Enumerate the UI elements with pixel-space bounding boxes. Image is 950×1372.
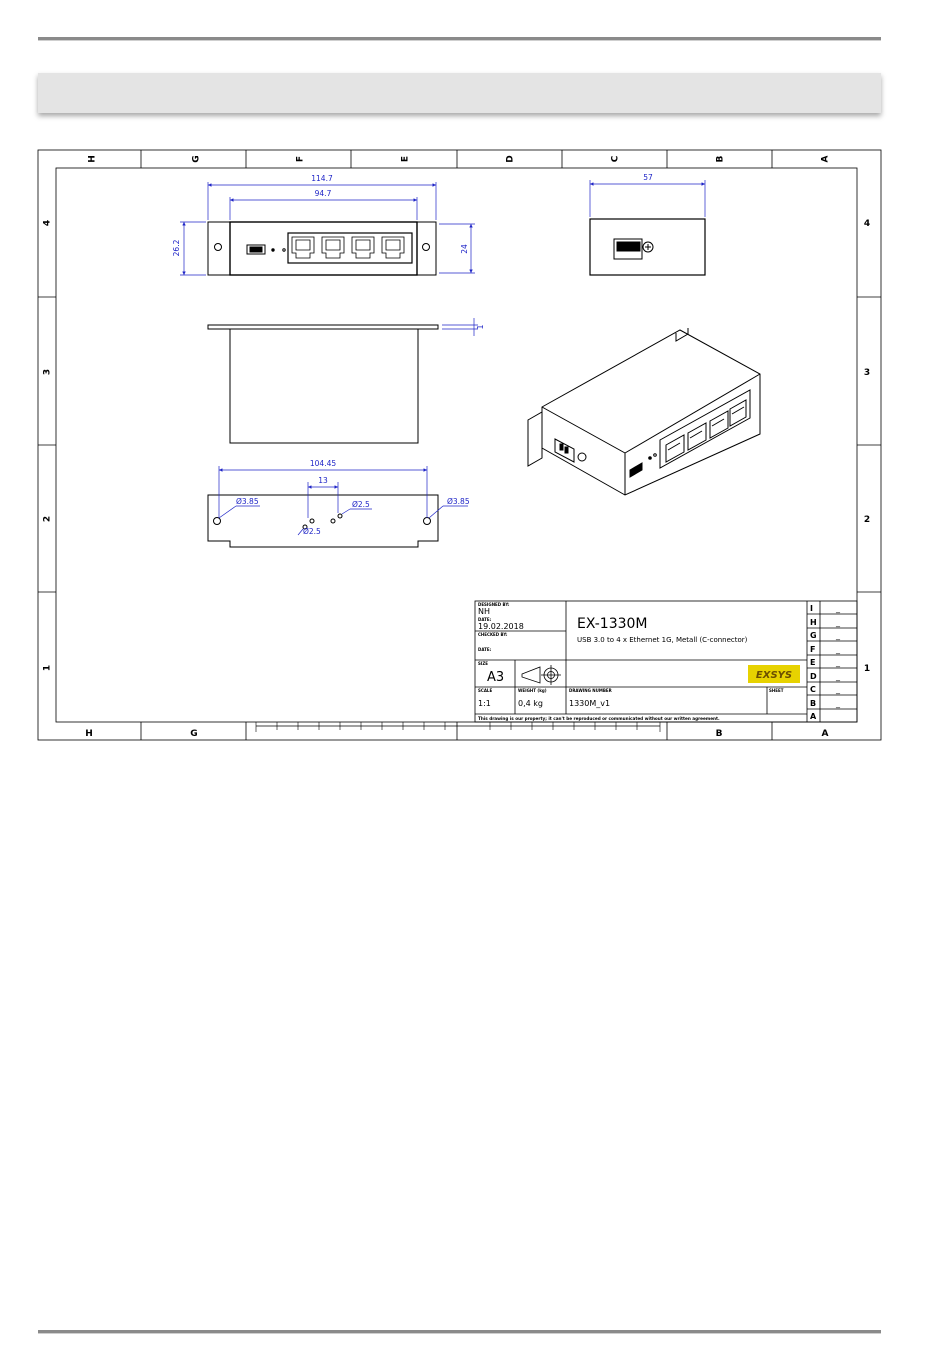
dim-overall-width: 114.7 [311, 174, 333, 183]
weight-label: WEIGHT (kg) [518, 688, 547, 693]
dim-small-spacing: 13 [318, 476, 328, 485]
dim-hole-small-b: Ø2.5 [303, 527, 321, 536]
zone-top-e: E [400, 155, 411, 163]
zone-top-a: A [820, 155, 831, 163]
side-view [590, 219, 705, 275]
zone-left-4: 4 [42, 219, 53, 227]
revision-table [810, 604, 841, 721]
rev-letter-i: I [810, 604, 813, 613]
size-label: SIZE [478, 661, 489, 666]
scale-label: SCALE [478, 688, 493, 693]
checked-by-label: CHECKED BY: [478, 632, 508, 637]
drawing-title: EX-1330M [577, 616, 648, 632]
dim-hole-small-a: Ø2.5 [352, 500, 370, 509]
rev-value: _ [836, 699, 840, 708]
rev-value: _ [836, 631, 840, 640]
zone-top-f: F [295, 155, 306, 163]
dim-hole-right: Ø3.85 [447, 497, 470, 506]
rev-letter-h: H [810, 618, 817, 627]
designed-by-value: NH [478, 607, 490, 616]
sheet-label: SHEET [769, 688, 784, 693]
zone-top-c: C [610, 155, 621, 163]
scale-bar-ticks [256, 722, 660, 732]
date-label: DATE: [478, 617, 492, 622]
weight-value: 0,4 kg [518, 699, 543, 708]
rev-value: _ [836, 685, 840, 694]
size-value: A3 [487, 670, 505, 685]
top-view [208, 325, 438, 443]
scale-value: 1:1 [478, 699, 491, 708]
drawing-frame [38, 150, 881, 740]
zone-left-2: 2 [42, 515, 53, 523]
ownership-notice: This drawing is our property; it can't be reproduced or communicated without our written agreement. [478, 716, 720, 721]
rev-letter-g: G [810, 631, 817, 640]
zone-bottom-h: H [85, 729, 93, 739]
dim-inner-width: 94.7 [314, 189, 332, 198]
rev-letter-f: F [810, 645, 816, 654]
rev-letter-e: E [810, 658, 816, 667]
dim-hole-spacing: 104.45 [309, 459, 337, 468]
date2-label: DATE: [478, 647, 492, 652]
dim-hole-left: Ø3.85 [236, 497, 259, 506]
exsys-logo [748, 665, 800, 683]
front-view [208, 222, 436, 275]
zone-left-3: 3 [42, 368, 53, 376]
rev-letter-b: B [810, 699, 817, 708]
projection-symbol-icon [522, 665, 561, 685]
designed-by-label: DESIGNED BY: [478, 602, 510, 607]
drawing-number-value: 1330M_v1 [569, 699, 611, 708]
rev-value: _ [836, 618, 840, 627]
zone-right-3: 3 [863, 368, 871, 378]
zone-right-4: 4 [863, 219, 871, 229]
rev-value: _ [836, 604, 840, 613]
rev-letter-a: A [810, 712, 817, 721]
rev-letter-c: C [810, 685, 816, 694]
zone-top-d: D [505, 155, 516, 163]
rev-value: _ [836, 645, 840, 654]
side-dimensions [590, 180, 705, 217]
rev-value: _ [836, 658, 840, 667]
flange-dimension [442, 318, 478, 336]
logo-text: EXSYS [755, 670, 793, 681]
dim-height-outer: 26.2 [172, 239, 181, 257]
zone-bottom-a: A [821, 729, 829, 739]
zone-right-2: 2 [863, 515, 871, 525]
zone-top-g: G [191, 155, 202, 163]
dim-depth: 57 [643, 173, 653, 182]
dim-flange-thickness: 1 [476, 324, 485, 330]
drawing-description: USB 3.0 to 4 x Ethernet 1G, Metall (C-connector) [577, 636, 748, 644]
dim-height-body: 24 [460, 244, 469, 254]
zone-top-h: H [87, 155, 98, 163]
rj45-ports [292, 237, 404, 258]
zone-right-1: 1 [863, 664, 871, 674]
zone-bottom-g: G [190, 729, 198, 739]
rev-value: _ [836, 672, 840, 681]
zone-bottom-b: B [715, 729, 723, 739]
zone-top-b: B [715, 155, 726, 163]
drawing-number-label: DRAWING NUMBER [569, 688, 612, 693]
date-value: 19.02.2018 [478, 622, 524, 631]
rev-letter-d: D [810, 672, 817, 681]
isometric-view [528, 328, 760, 495]
zone-left-1: 1 [42, 664, 53, 672]
